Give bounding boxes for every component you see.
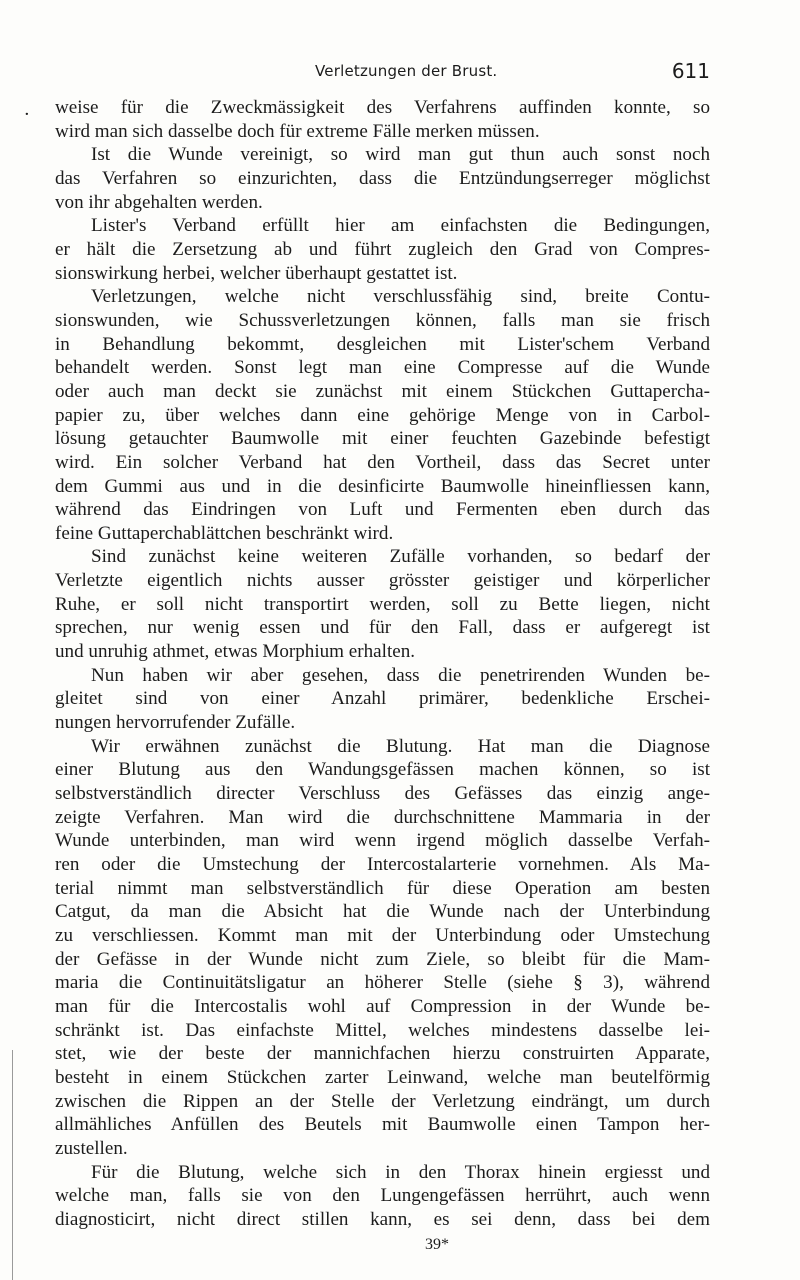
text-line: in Behandlung bekommt, desgleichen mit Lister'schem Verband [55, 333, 710, 355]
text-line: feine Guttaperchablättchen beschränkt wird. [55, 522, 394, 544]
text-line: das Verfahren so einzurichten, dass die Entzündungserreger möglichst [55, 167, 710, 189]
text-line: einer Blutung aus den Wandungsgefässen machen können, so ist [55, 759, 710, 781]
text-line: er hält die Zersetzung ab und führt zugleich den Grad von Compres- [55, 238, 710, 260]
text-line: und unruhig athmet, etwas Morphium erhalten. [55, 641, 416, 663]
text-line: dem Gummi aus und in die desinficirte Baumwolle hineinfliessen kann, [55, 475, 710, 497]
text-line: lösung getauchter Baumwolle mit einer feuchten Gazebinde befestigt [55, 428, 710, 450]
text-line: oder auch man deckt sie zunächst mit einem Stückchen Guttapercha- [55, 380, 710, 402]
running-title: Verletzungen der Brust. [315, 62, 498, 80]
page-number: 611 [671, 59, 710, 83]
text-line: besteht in einem Stückchen zarter Leinwand, welche man beutelförmig [55, 1066, 710, 1088]
body-text [55, 96, 710, 1232]
text-line: sprechen, nur wenig essen und für den Fall, dass er aufgeregt ist [55, 617, 710, 639]
text-line: Wir erwähnen zunächst die Blutung. Hat man die Diagnose [91, 735, 710, 757]
text-line: Lister's Verband erfüllt hier am einfachsten die Bedingungen, [91, 215, 710, 237]
text-line: während das Eindringen von Luft und Fermenten eben durch das [55, 499, 710, 521]
text-line: Sind zunächst keine weiteren Zufälle vorhanden, so bedarf der [91, 546, 710, 568]
page-edge-line [12, 1050, 13, 1280]
text-line: zeigte Verfahren. Man wird die durchschnittene Mammaria in der [55, 806, 710, 828]
text-line: nungen hervorrufender Zufälle. [55, 712, 296, 734]
text-line: maria die Continuitätsligatur an höherer Stelle (siehe § 3), während [55, 972, 710, 994]
text-line: sionswunden, wie Schussverletzungen können, falls man sie frisch [55, 309, 710, 331]
text-line: gleitet sind von einer Anzahl primärer, bedenkliche Erschei- [55, 688, 710, 710]
text-line: Verletzungen, welche nicht verschlussfähig sind, breite Contu- [91, 286, 710, 308]
margin-mark: · [24, 104, 30, 125]
text-line: zustellen. [55, 1137, 128, 1159]
text-line: Catgut, da man die Absicht hat die Wunde nach der Unterbindung [55, 901, 710, 923]
text-line: weise für die Zweckmässigkeit des Verfahrens auffinden konnte, so [55, 97, 710, 118]
text-line: man für die Intercostalis wohl auf Compression in der Wunde be- [55, 995, 710, 1017]
text-line: ren oder die Umstechung der Intercostalarterie vornehmen. Als Ma- [55, 854, 710, 875]
text-line: der Gefässe in der Wunde nicht zum Ziele, so bleibt für die Mam- [55, 948, 710, 970]
text-line: schränkt ist. Das einfachste Mittel, welches mindestens dasselbe lei- [55, 1019, 710, 1041]
text-line: stet, wie der beste der mannichfachen hierzu construirten Apparate, [55, 1043, 710, 1065]
text-line: selbstverständlich directer Verschluss des Gefässes das einzig ange- [55, 783, 710, 805]
running-header [60, 59, 710, 88]
text-line: Ruhe, er soll nicht transportirt werden, soll zu Bette liegen, nicht [55, 593, 710, 615]
text-line: diagnosticirt, nicht direct stillen kann, es sei denn, dass bei dem [55, 1208, 710, 1230]
text-line: wird. Ein solcher Verband hat den Vortheil, dass das Secret unter [55, 451, 710, 473]
text-line: zwischen die Rippen an der Stelle der Verletzung eindrängt, um durch [55, 1090, 710, 1112]
text-line: Für die Blutung, welche sich in den Thorax hinein ergiesst und [91, 1161, 710, 1183]
text-line: Verletzte eigentlich nichts ausser grösster geistiger und körperlicher [55, 570, 710, 592]
text-line: Nun haben wir aber gesehen, dass die penetrirenden Wunden be- [91, 664, 710, 686]
text-line: zu verschliessen. Kommt man mit der Unterbindung oder Umstechung [55, 924, 710, 946]
text-line: sionswirkung herbei, welcher überhaupt gestattet ist. [55, 262, 458, 284]
text-line: wird man sich dasselbe doch für extreme Fälle merken müssen. [55, 120, 540, 142]
text-line: allmähliches Anfüllen des Beutels mit Baumwolle einen Tampon her- [55, 1114, 710, 1136]
sheet-signature: 39* [425, 1236, 449, 1253]
text-line: papier zu, über welches dann eine gehörige Menge von in Carbol- [55, 404, 710, 426]
text-line: Wunde unterbinden, man wird wenn irgend möglich dasselbe Verfah- [55, 830, 710, 852]
text-line: von ihr abgehalten werden. [55, 191, 263, 213]
text-line: behandelt werden. Sonst legt man eine Compresse auf die Wunde [55, 357, 710, 379]
text-line: welche man, falls sie von den Lungengefässen herrührt, auch wenn [55, 1185, 710, 1207]
text-line: Ist die Wunde vereinigt, so wird man gut thun auch sonst noch [91, 144, 710, 166]
text-line: terial nimmt man selbstverständlich für diese Operation am besten [55, 877, 710, 899]
